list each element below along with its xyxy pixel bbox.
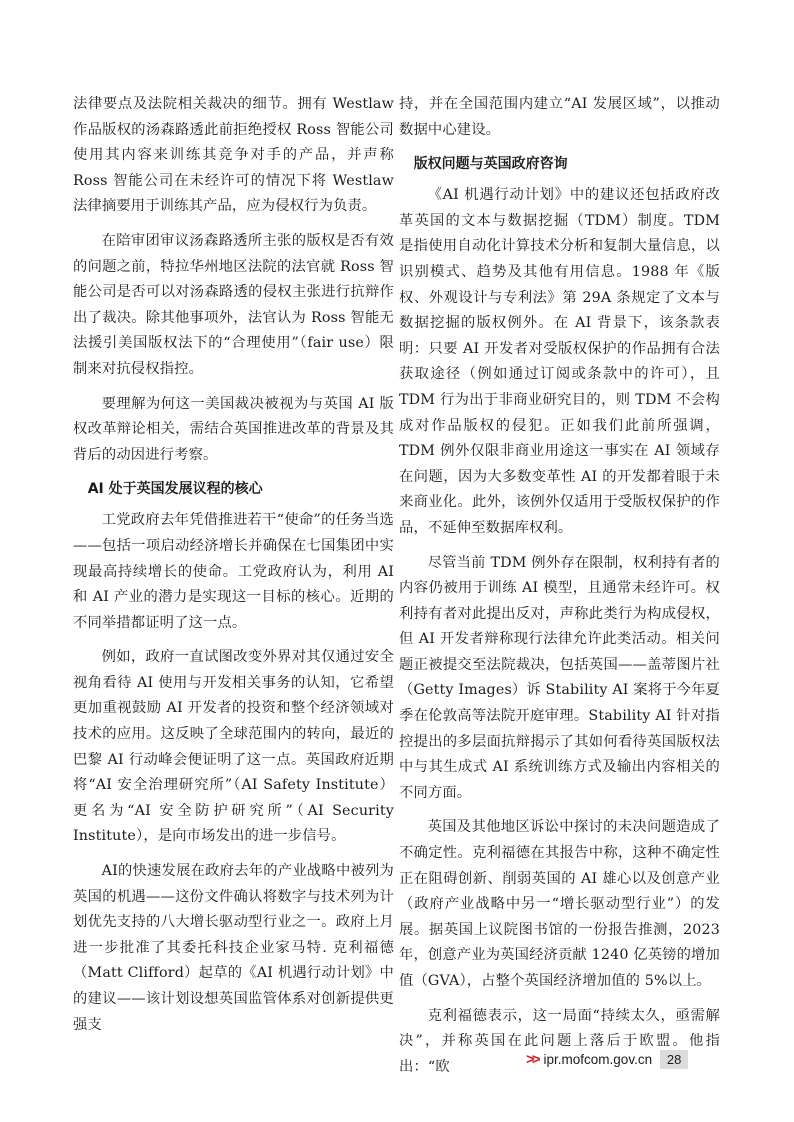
paragraph: 要理解为何这一美国裁决被视为与英国 AI 版权改革辩论相关，需结合英国推进改革的背景及其背后的动因进行考察。 bbox=[73, 395, 394, 463]
paragraph: AI的快速发展在政府去年的产业战略中被列为英国的机遇——这份文件确认将数字与技术列为计划优先支持的八大增长驱动型行业之一。政府上月进一步批准了其委托科技企业家马特. 克利福德（Matt Clifford）起草的《AI 机遇行动计划》中的建议——该计划设想英国监管体系对创新提供更强支 bbox=[73, 863, 394, 1033]
paragraph: 法律要点及法院相关裁决的细节。拥有 Westlaw 作品版权的汤森路透此前拒绝授权 Ross 智能公司使用其内容来训练其竞争对手的产品，并声称 Ross 智能公司在未经许可的情况下将 Westlaw 法律摘要用于训练其产品，应为侵权行为负责。 bbox=[73, 96, 394, 215]
page-footer bbox=[526, 1050, 688, 1069]
section-heading: 版权问题与英国政府咨询 bbox=[413, 156, 568, 173]
left-column bbox=[73, 92, 394, 1047]
paragraph: 例如，政府一直试图改变外界对其仅通过安全视角看待 AI 使用与开发相关事务的认知，它希望更加重视鼓励 AI 开发者的投资和整个经济领域对技术的应用。这反映了全球范围内的转向，最近的巴黎 AI 行动峰会便证明了这一点。英国政府近期将“AI 安全治理研究所”（AI Safety Institute）更名为“AI 安全防护研究所”（AI Security Institute），是向市场发出的进一步信号。 bbox=[73, 649, 394, 845]
paragraph: 《AI 机遇行动计划》中的建议还包括政府改革英国的文本与数据挖掘（TDM）制度。TDM 是指使用自动化计算技术分析和复制大量信息，以识别模式、趋势及其他有用信息。1988 年《版权、外观设计与专利法》第 29A 条规定了文本与数据挖掘的版权例外。在 AI 背景下，该条款表明：只要 AI 开发者对受版权保护的作品拥有合法获取途径（例如通过订阅或条款中的许可），且 TDM 行为出于非商业研究目的，则 TDM 不会构成对作品版权的侵犯。正如我们此前所强调，TDM 例外仅限非商业用途这一事实在 AI 领域存在问题，因为大多数变革性 AI 的开发都着眼于未来商业化。此外，该例外仅适用于受版权保护的作品，不延伸至数据库权利。 bbox=[399, 187, 720, 536]
right-column bbox=[399, 92, 720, 1089]
paragraph: 在陪审团审议汤森路透所主张的版权是否有效的问题之前，特拉华州地区法院的法官就 Ross 智能公司是否可以对汤森路透的侵权主张进行抗辩作出了裁决。除其他事项外，法官认为 Ross 智能无法援引美国版权法下的“合理使用”（fair use）限制来对抗侵权指控。 bbox=[73, 232, 394, 377]
section-heading: AI 处于英国发展议程的核心 bbox=[87, 481, 263, 498]
website-url: ipr.mofcom.gov.cn bbox=[543, 1051, 653, 1067]
paragraph: 工党政府去年凭借推进若干“使命”的任务当选——包括一项启动经济增长并确保在七国集团中实现最高持续增长的使命。工党政府认为，利用 AI 和 AI 产业的潜力是实现这一目标的核心。近期的不同举措都证明了这一点。 bbox=[73, 512, 394, 631]
paragraph: 克利福德表示，这一局面“持续太久，亟需解决”，并称英国在此问题上落后于欧盟。他指出：“欧 bbox=[399, 1007, 720, 1075]
paragraph: 尽管当前 TDM 例外存在限制，权利持有者的内容仍被用于训练 AI 模型，且通常未经许可。权利持有者对此提出反对，声称此类行为构成侵权，但 AI 开发者辩称现行法律允许此类活动。相关问题正被提交至法院裁决，包括英国——盖蒂图片社（Getty Images）诉 Stability AI 案将于今年夏季在伦敦高等法院开庭审理。Stability AI 针对指控提出的多层面抗辩揭示了其如何看待英国版权法中与其生成式 AI 系统训练方式及输出内容相关的不同方面。 bbox=[399, 554, 720, 801]
paragraph: 持，并在全国范围内建立“AI 发展区域”，以推动数据中心建设。 bbox=[399, 96, 720, 138]
paragraph: 英国及其他地区诉讼中探讨的未决问题造成了不确定性。克利福德在其报告中称，这种不确定性正在阻碍创新、削弱英国的 AI 雄心以及创意产业（政府产业战略中另一“增长驱动型行业”）的发展。据英国上议院图书馆的一份报告推测，2023 年，创意产业为英国经济贡献 1240 亿英镑的增加值（GVA），占整个英国经济增加值的 5%以上。 bbox=[399, 819, 720, 989]
page-number: 28 bbox=[660, 1050, 688, 1069]
double-chevron-icon: >> bbox=[526, 1050, 538, 1068]
